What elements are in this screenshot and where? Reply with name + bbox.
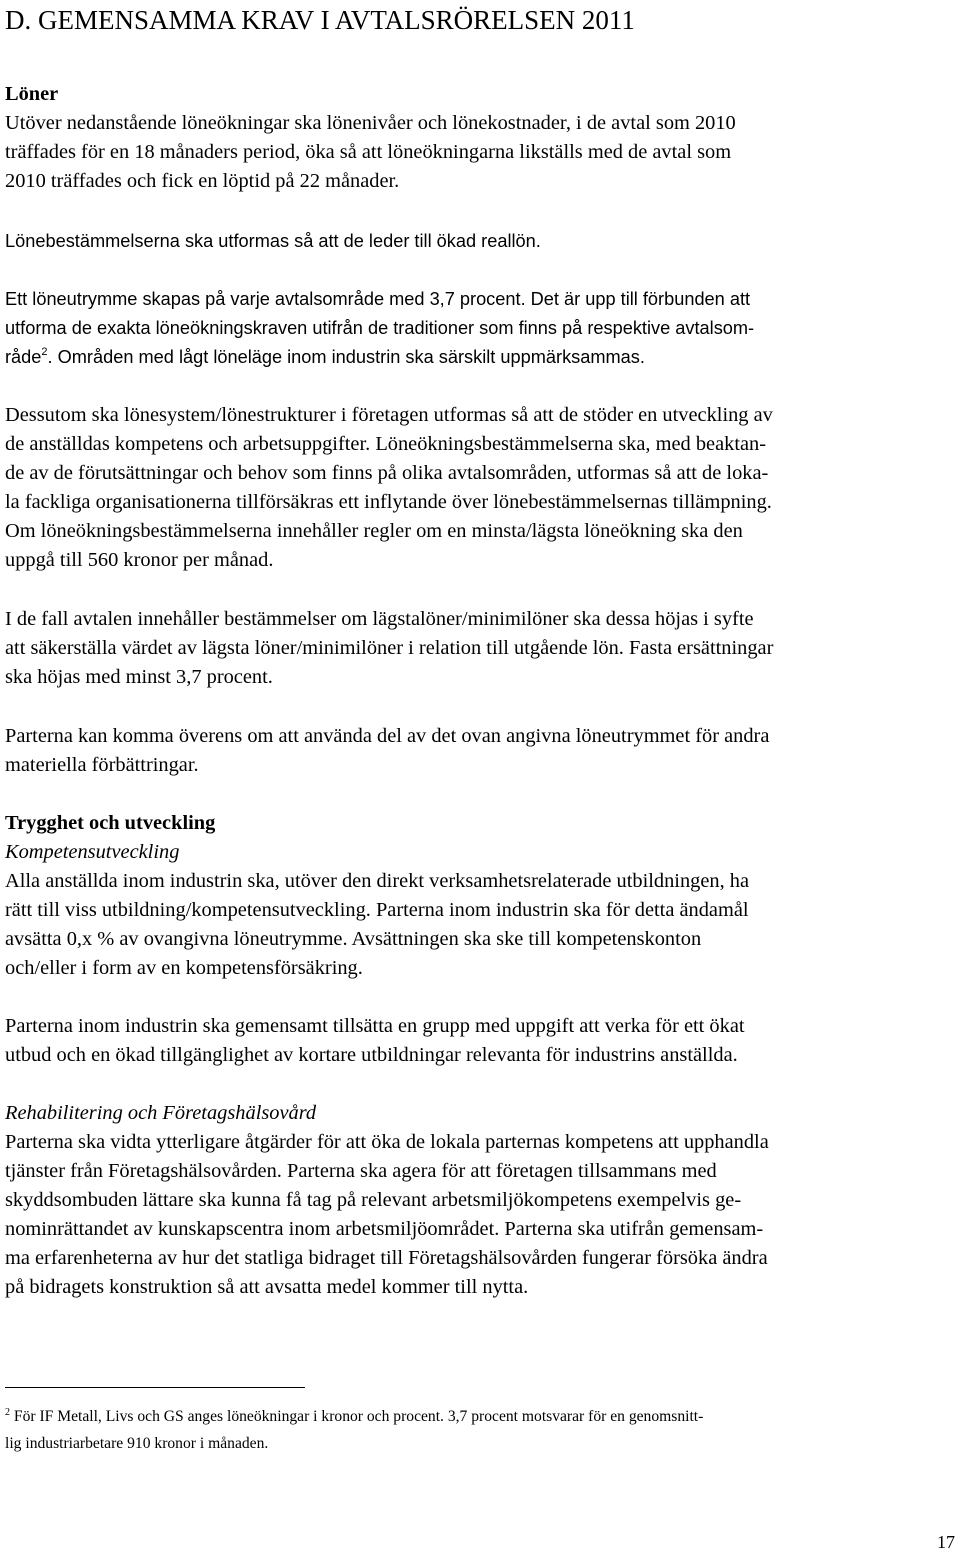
text-line: ma erfarenheterna av hur det statliga bidraget till Företagshälsovården fungerar försöka ändra [5, 1247, 768, 1269]
section-heading: Löner [5, 83, 59, 105]
text-line: Parterna ska vidta ytterligare åtgärder för att öka de lokala parternas kompetens att upphandla [5, 1131, 769, 1153]
text-line: Ett löneutrymme skapas på varje avtalsområde med 3,7 procent. Det är upp till förbunden att [5, 289, 751, 309]
paragraph-reallon [5, 227, 955, 256]
text-line: nominrättandet av kunskapscentra inom arbetsmiljöområdet. Parterna ska utifrån gemensam- [5, 1218, 764, 1240]
text-line: avsätta 0,x % av ovangivna löneutrymme. Avsättningen ska ske till kompetenskonton [5, 928, 702, 950]
text-line: Dessutom ska lönesystem/lönestrukturer i företagen utformas så att de stöder en utveckling av [5, 404, 773, 426]
text-line: rätt till viss utbildning/kompetensutveckling. Parterna inom industrin ska för detta ändamål [5, 899, 749, 921]
text-line: Alla anställda inom industrin ska, utöver den direkt verksamhetsrelaterade utbildningen, ha [5, 870, 750, 892]
paragraph-lagstaloner [5, 605, 955, 692]
text-line: Parterna kan komma överens om att använda del av det ovan angivna löneutrymmet för andra [5, 725, 770, 747]
section-trygghet [5, 809, 955, 983]
text-line: Utöver nedanstående löneökningar ska lönenivåer och lönekostnader, i de avtal som 2010 [5, 112, 736, 134]
paragraph-loneutrymme [5, 285, 955, 372]
text-line: på bidragets konstruktion så att avsatta medel kommer till nytta. [5, 1276, 529, 1298]
text-line: Parterna inom industrin ska gemensamt tillsätta en grupp med uppgift att verka för ett ökat [5, 1015, 745, 1037]
footnote-separator [5, 1387, 305, 1388]
text-line: de av de förutsättningar och behov som finns på olika avtalsområden, utformas så att de loka- [5, 462, 769, 484]
subsection-heading: Rehabilitering och Företagshälsovård [5, 1102, 317, 1124]
text-line: uppgå till 560 kronor per månad. [5, 549, 274, 571]
text-line: träffades för en 18 månaders period, öka så att löneökningarna likställs med de avtal som [5, 141, 732, 163]
text-line: 2010 träffades och fick en löptid på 22 månader. [5, 170, 400, 192]
text-line: skyddsombuden lättare ska kunna få tag på relevant arbetsmiljökompetens exempelvis ge- [5, 1189, 742, 1211]
text-fragment: . Områden med lågt löneläge inom industrin ska särskilt uppmärksammas. [47, 347, 645, 367]
text-fragment: råde [5, 347, 42, 367]
text-line: att säkerställa värdet av lägsta löner/minimilöner i relation till utgående lön. Fasta ersättningar [5, 637, 774, 659]
text-line: I de fall avtalen innehåller bestämmelser om lägstalöner/minimilöner ska dessa höjas i syfte [5, 608, 754, 630]
text-line: Om löneökningsbestämmelserna innehåller regler om en minsta/lägsta löneökning ska den [5, 520, 743, 542]
footnote [5, 1404, 955, 1456]
section-loner [5, 80, 955, 196]
paragraph-parterna-overens [5, 722, 955, 780]
text-fragment: För IF Metall, Livs och GS anges löneökningar i kronor och procent. 3,7 procent motsvarar för en genomsnitt- [10, 1408, 704, 1425]
paragraph-utbildningar [5, 1012, 955, 1070]
text-line: ska höjas med minst 3,7 procent. [5, 666, 273, 688]
footnote-reference: 2 [41, 346, 48, 358]
footnote-line [5, 1404, 955, 1431]
text-line: utbud och en ökad tillgänglighet av kortare utbildningar relevanta för industrins anställda. [5, 1044, 738, 1066]
text-line [5, 343, 955, 372]
text-line: de anställdas kompetens och arbetsuppgifter. Löneökningsbestämmelserna ska, med beaktan- [5, 433, 767, 455]
footnote-marker: 2 [5, 1407, 10, 1418]
section-rehabilitering [5, 1099, 955, 1302]
section-heading: Trygghet och utveckling [5, 812, 216, 834]
text-line: utforma de exakta löneökningskraven utifrån de traditioner som finns på respektive avtalsom- [5, 318, 755, 338]
paragraph-lonesystem [5, 401, 955, 575]
text-line: och/eller i form av en kompetensförsäkring. [5, 957, 363, 979]
page-title: D. GEMENSAMMA KRAV I AVTALSRÖRELSEN 2011 [5, 5, 635, 35]
text-line: Lönebestämmelserna ska utformas så att de leder till ökad reallön. [5, 231, 541, 251]
text-line: tjänster från Företagshälsovården. Parterna ska agera för att företagen tillsammans med [5, 1160, 717, 1182]
footnote-line: lig industriarbetare 910 kronor i månaden. [5, 1435, 269, 1452]
subsection-heading: Kompetensutveckling [5, 841, 180, 863]
page-number: 17 [937, 1532, 955, 1552]
text-line: materiella förbättringar. [5, 754, 199, 776]
text-line: la fackliga organisationerna tillförsäkras ett inflytande över lönebestämmelsernas tillämpning. [5, 491, 772, 513]
